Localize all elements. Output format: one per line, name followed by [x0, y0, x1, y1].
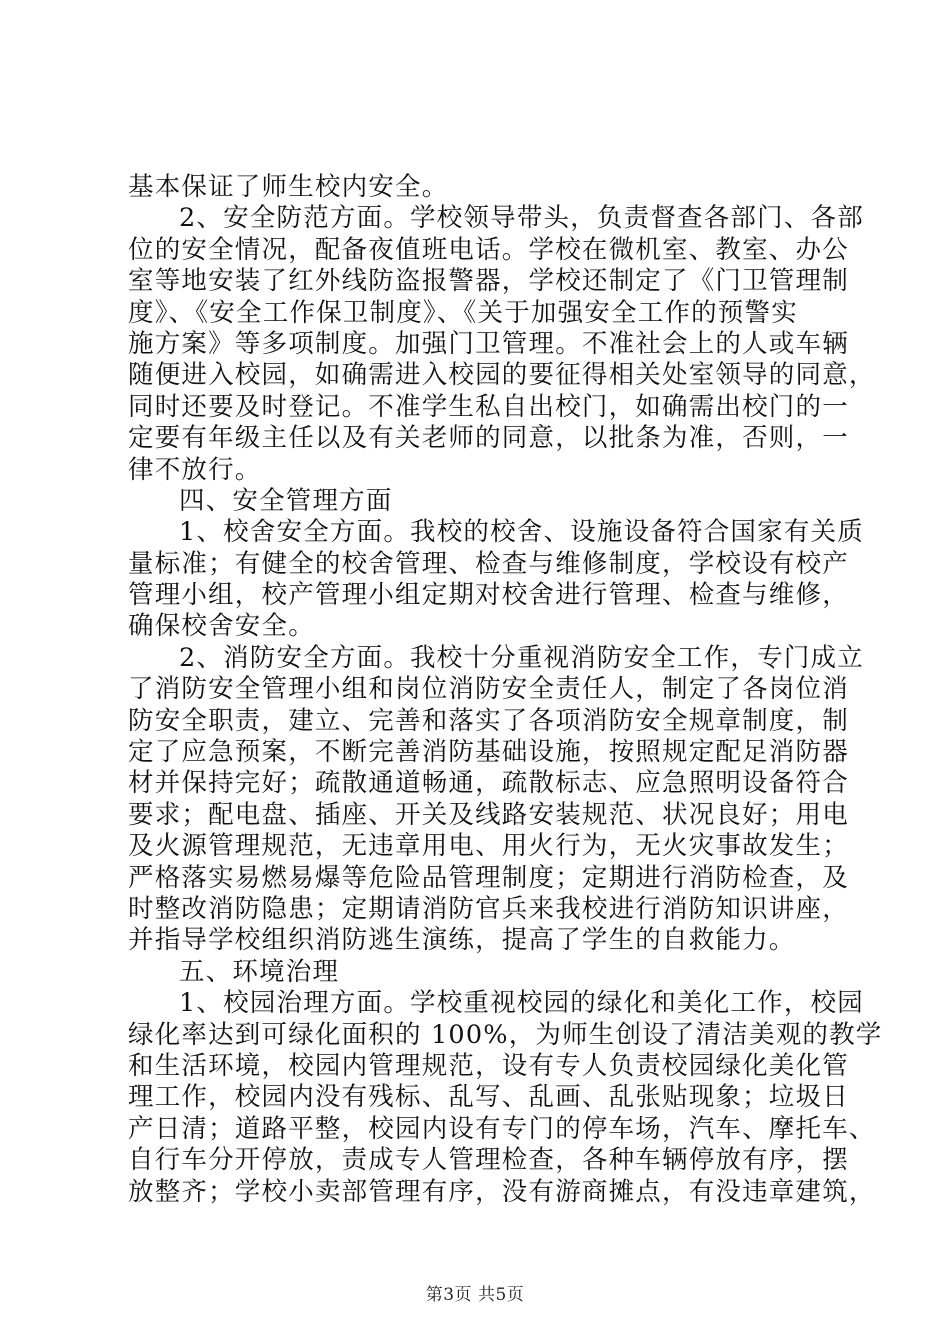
text-line: 放整齐；学校小卖部管理有序，没有游商摊点，有没违章建筑， [128, 1176, 876, 1207]
text-line: 五、环境治理 [179, 956, 340, 987]
text-line: 时整改消防隐患；定期请消防官兵来我校进行消防知识讲座， [128, 893, 849, 924]
text-line: 2、安全防范方面。学校领导带头，负责督查各部门、各部 [179, 203, 864, 234]
text-line: 2、消防安全方面。我校十分重视消防安全工作，专门成立 [179, 642, 864, 673]
text-line: 定要有年级主任以及有关老师的同意，以批条为准，否则，一 [128, 423, 849, 454]
text-line: 同时还要及时登记。不准学生私自出校门，如确需出校门的一 [128, 391, 849, 422]
text-line: 了消防安全管理小组和岗位消防安全责任人，制定了各岗位消 [128, 674, 849, 705]
text-line: 要求；配电盘、插座、开关及线路安装规范、状况良好；用电 [128, 799, 849, 830]
document-body [128, 172, 883, 1208]
text-line: 室等地安装了红外线防盗报警器，学校还制定了《门卫管理制 [128, 266, 849, 297]
text-line: 防安全职责，建立、完善和落实了各项消防安全规章制度，制 [128, 705, 849, 736]
text-line: 施方案》等多项制度。加强门卫管理。不准社会上的人或车辆 [128, 328, 849, 359]
text-line: 理工作，校园内没有残标、乱写、乱画、乱张贴现象；垃圾日 [128, 1082, 849, 1113]
text-line: 1、校舍安全方面。我校的校舍、设施设备符合国家有关质 [179, 517, 864, 548]
page-number-footer: 第3页 共5页 [425, 1285, 525, 1305]
text-line: 确保校舍安全。 [128, 611, 315, 642]
text-line: 自行车分开停放，责成专人管理检查，各种车辆停放有序，摆 [128, 1145, 849, 1176]
text-line: 定了应急预案，不断完善消防基础设施，按照规定配足消防器 [128, 737, 849, 768]
text-line: 律不放行。 [128, 454, 262, 485]
text-line: 及火源管理规范，无违章用电、用火行为，无火灾事故发生； [128, 831, 849, 862]
text-line: 位的安全情况，配备夜值班电话。学校在微机室、教室、办公 [128, 234, 849, 265]
text-line: 随便进入校园，如确需进入校园的要征得相关处室领导的同意， [128, 360, 876, 391]
text-line: 1、校园治理方面。学校重视校园的绿化和美化工作，校园 [179, 988, 864, 1019]
text-line: 材并保持完好；疏散通道畅通，疏散标志、应急照明设备符合 [128, 768, 849, 799]
text-line: 并指导学校组织消防逃生演练，提高了学生的自救能力。 [128, 925, 796, 956]
text-line: 产日清；道路平整，校园内设有专门的停车场，汽车、摩托车、 [128, 1113, 876, 1144]
text-line: 严格落实易燃易爆等危险品管理制度；定期进行消防检查，及 [128, 862, 849, 893]
text-line: 绿化率达到可绿化面积的 100%，为师生创设了清洁美观的教学 [128, 1019, 883, 1050]
text-line: 量标准；有健全的校舍管理、检查与维修制度，学校设有校产 [128, 548, 849, 579]
text-line: 度》、《安全工作保卫制度》、《关于加强安全工作的预警实 [128, 297, 798, 328]
text-line: 基本保证了师生校内安全。 [128, 172, 449, 202]
text-line: 和生活环境，校园内管理规范，设有专人负责校园绿化美化管 [128, 1050, 849, 1081]
text-line: 四、安全管理方面 [179, 485, 393, 516]
text-line: 管理小组，校产管理小组定期对校舍进行管理、检查与维修， [128, 580, 849, 611]
